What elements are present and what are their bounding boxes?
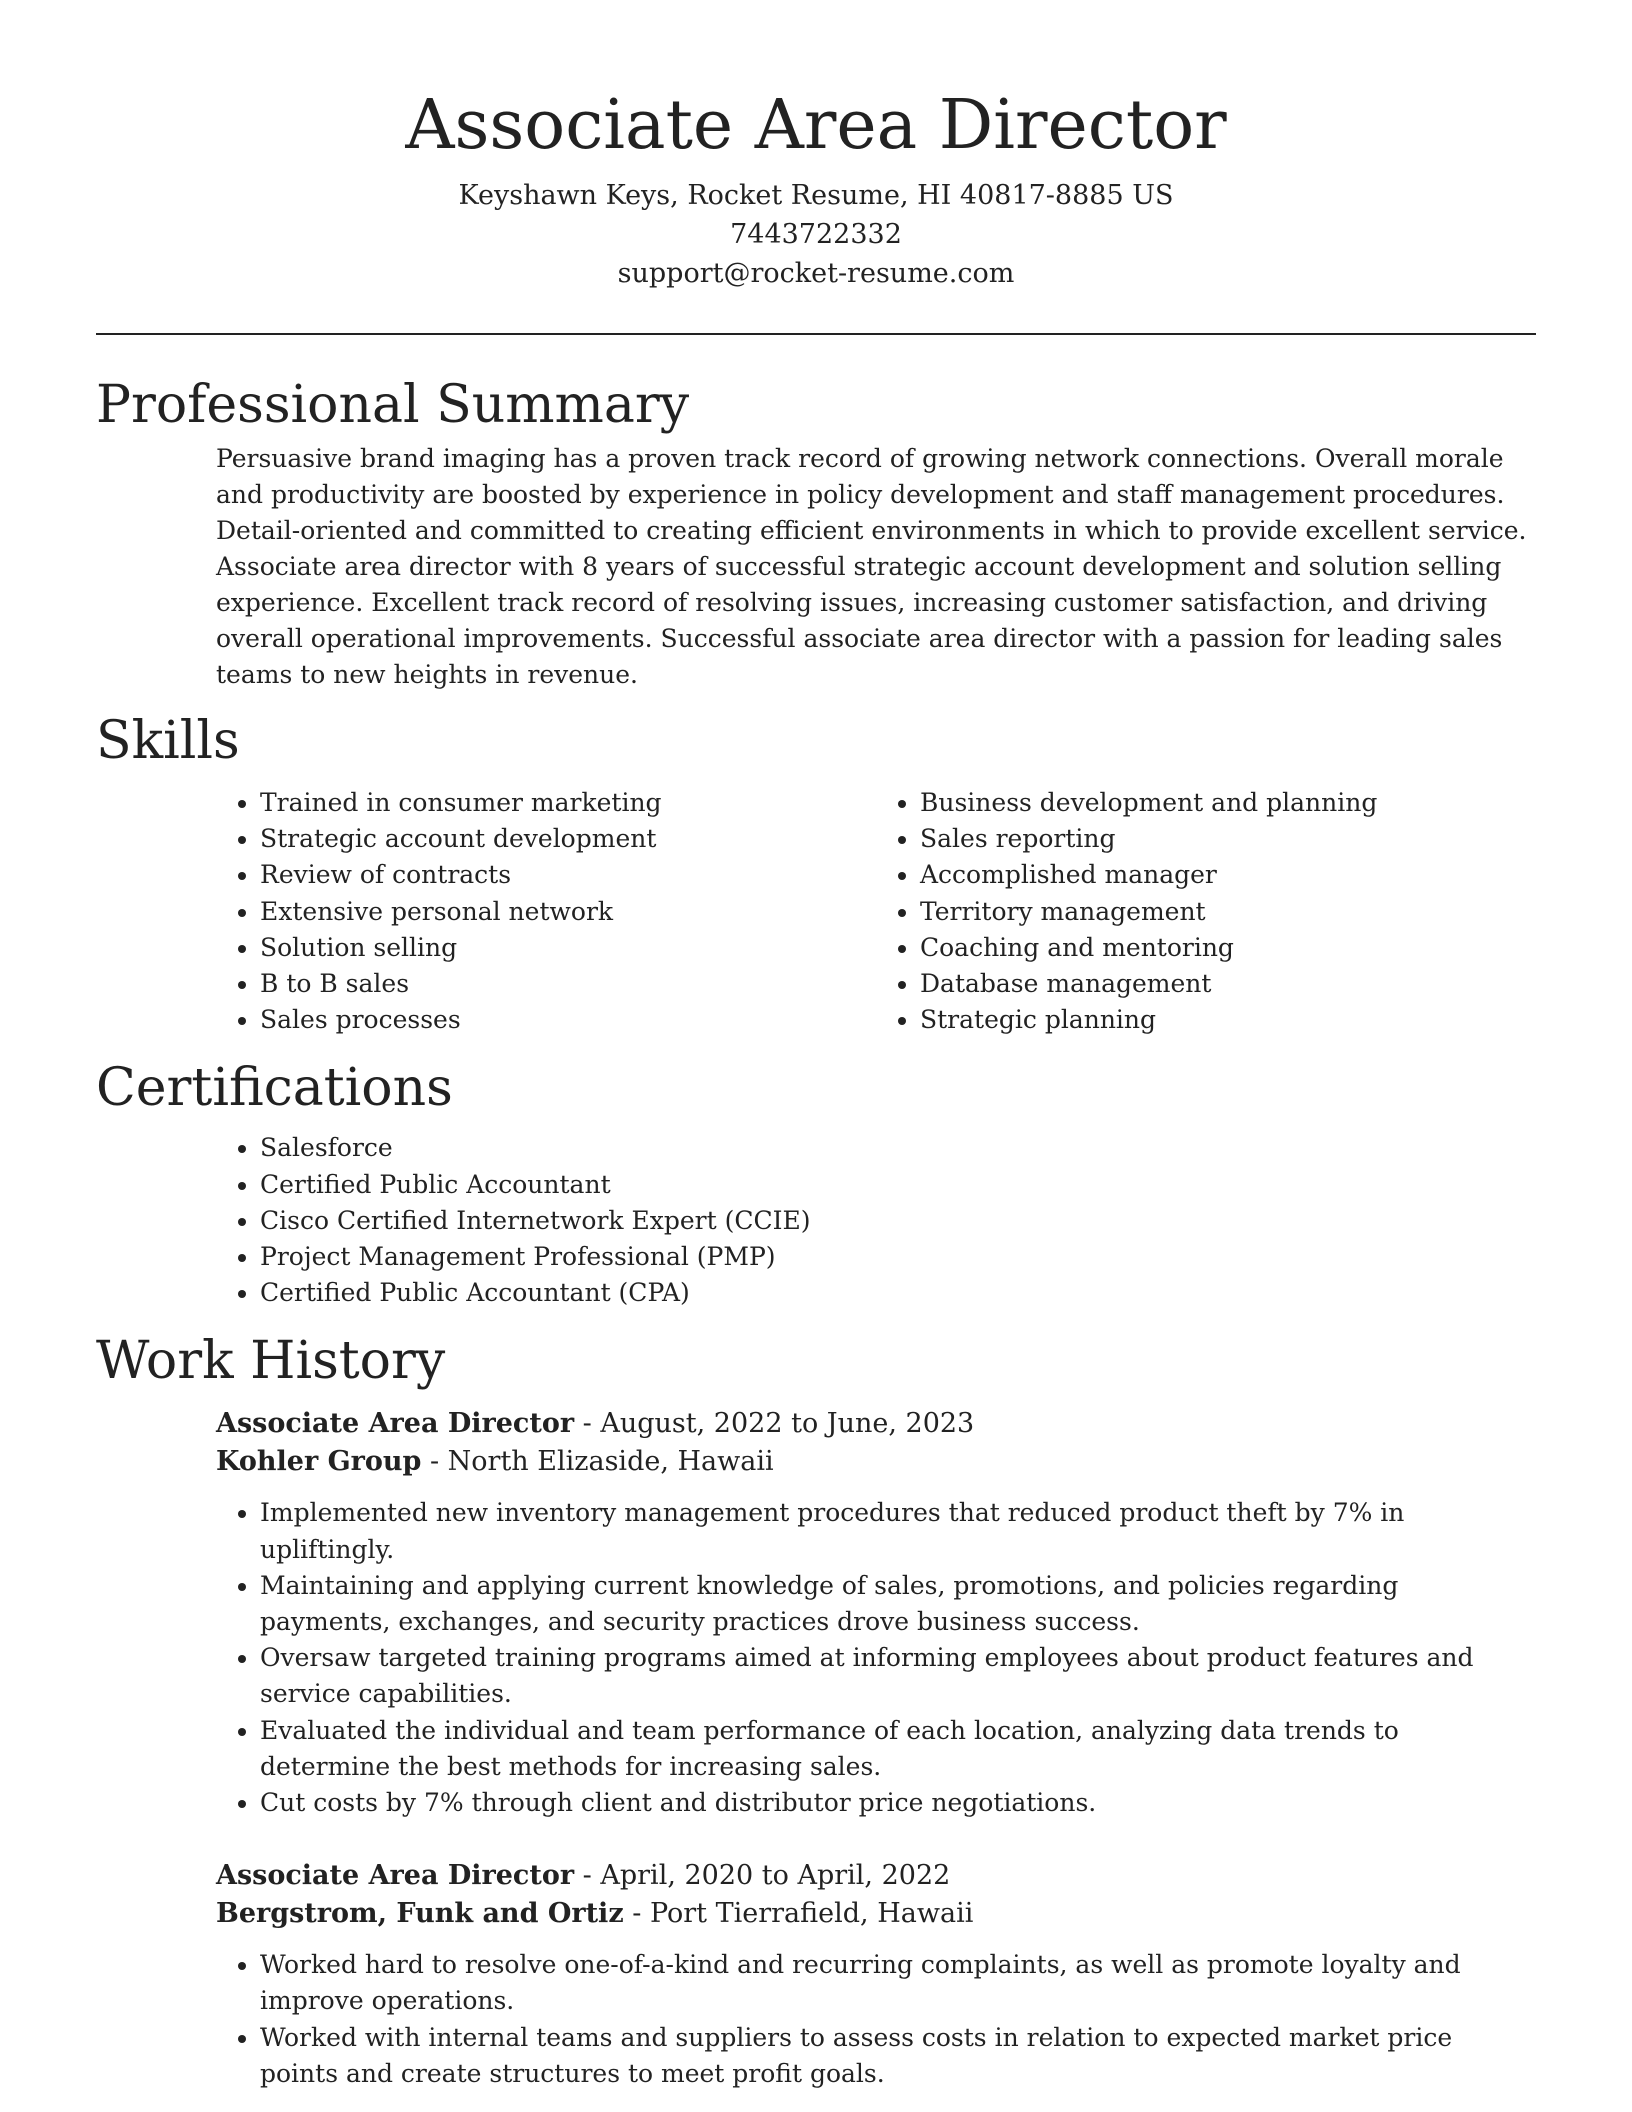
skill-item: • Database management [920,966,1536,1002]
job-title-line [216,1405,1536,1443]
contact-block [96,176,1536,293]
skill-item: • B to B sales [260,966,876,1002]
job-company-line [216,1895,1536,1933]
contact-phone: 7443722332 [730,219,902,250]
job-dates: - April, 2020 to April, 2022 [574,1860,951,1892]
summary-paragraph: Persuasive brand imaging has a proven track record of growing network connections. Overall morale and productivity are boosted by experience in policy development and staff management procedures. Detail-oriented and committed to creating efficient environments in which to provide excellent service. Associate area director with 8 years of successful strategic account development and solution selling experience. Excellent track record of resolving issues, increasing customer satisfaction, and driving overall operational improvements. Successful associate area director with a passion for leading sales teams to new heights in revenue. [216,444,1527,689]
certification-item: • Certified Public Accountant (CPA) [260,1275,1536,1311]
section-heading-skills: Skills [96,711,240,771]
skill-item: • Accomplished manager [920,857,1536,893]
job-role: Associate Area Director [216,1860,575,1892]
contact-address: Keyshawn Keys, Rocket Resume, HI 40817-8885 US [458,180,1174,211]
job-bullet: • Worked with internal teams and suppliers to assess costs in relation to expected market price points and create structures to meet profit goals. [260,2020,1536,2092]
skill-item: • Review of contracts [260,857,876,893]
resume-title: Associate Area Director [405,86,1227,165]
job-company: Kohler Group [216,1446,422,1478]
certifications-list [216,1130,1536,1311]
job-title-line [216,1857,1536,1895]
section-heading-certifications: Certifications [96,1058,453,1119]
job-bullet-list [216,1495,1536,1821]
skill-item: • Solution selling [260,930,876,966]
skill-item: • Sales processes [260,1002,876,1038]
job-bullet: • Oversaw targeted training programs aimed at informing employees about product features and service capabilities. [260,1640,1536,1712]
job-entry [216,1857,1536,2092]
job-bullet-list [216,1947,1536,2092]
certification-item: • Cisco Certified Internetwork Expert (CCIE) [260,1203,1536,1239]
certification-item: • Certified Public Accountant [260,1167,1536,1203]
skills-list-left [216,785,876,1038]
job-company-line [216,1443,1536,1481]
section-heading-summary: Professional Summary [96,375,690,435]
header-divider [96,333,1536,335]
section-heading-work-history: Work History [96,1331,446,1392]
job-location: - Port Tierrafield, Hawaii [623,1898,974,1930]
job-bullet: • Implemented new inventory management procedures that reduced product theft by 7% in upliftingly. [260,1495,1536,1567]
job-entry [216,1405,1536,1821]
job-location: - North Elizaside, Hawaii [421,1446,774,1478]
skills-columns [216,785,1536,1038]
skill-item: • Strategic planning [920,1002,1536,1038]
skill-item: • Territory management [920,894,1536,930]
skill-item: • Trained in consumer marketing [260,785,876,821]
contact-email: support@rocket-resume.com [617,258,1015,289]
job-bullet: • Maintaining and applying current knowledge of sales, promotions, and policies regarding payments, exchanges, and security practices drove business success. [260,1568,1536,1640]
certification-item: • Salesforce [260,1130,1536,1166]
skill-item: • Coaching and mentoring [920,930,1536,966]
job-bullet: • Cut costs by 7% through client and distributor price negotiations. [260,1785,1536,1821]
job-bullet: • Worked hard to resolve one-of-a-kind and recurring complaints, as well as promote loyalty and improve operations. [260,1947,1536,2019]
skill-item: • Sales reporting [920,821,1536,857]
skill-item: • Strategic account development [260,821,876,857]
skill-item: • Extensive personal network [260,894,876,930]
skill-item: • Business development and planning [920,785,1536,821]
certification-item: • Project Management Professional (PMP) [260,1239,1536,1275]
resume-page [96,0,1536,2092]
skills-list-right [876,785,1536,1038]
job-company: Bergstrom, Funk and Ortiz [216,1898,624,1930]
job-dates: - August, 2022 to June, 2023 [574,1408,975,1440]
job-role: Associate Area Director [216,1408,575,1440]
job-bullet: • Evaluated the individual and team performance of each location, analyzing data trends to determine the best methods for increasing sales. [260,1713,1536,1785]
